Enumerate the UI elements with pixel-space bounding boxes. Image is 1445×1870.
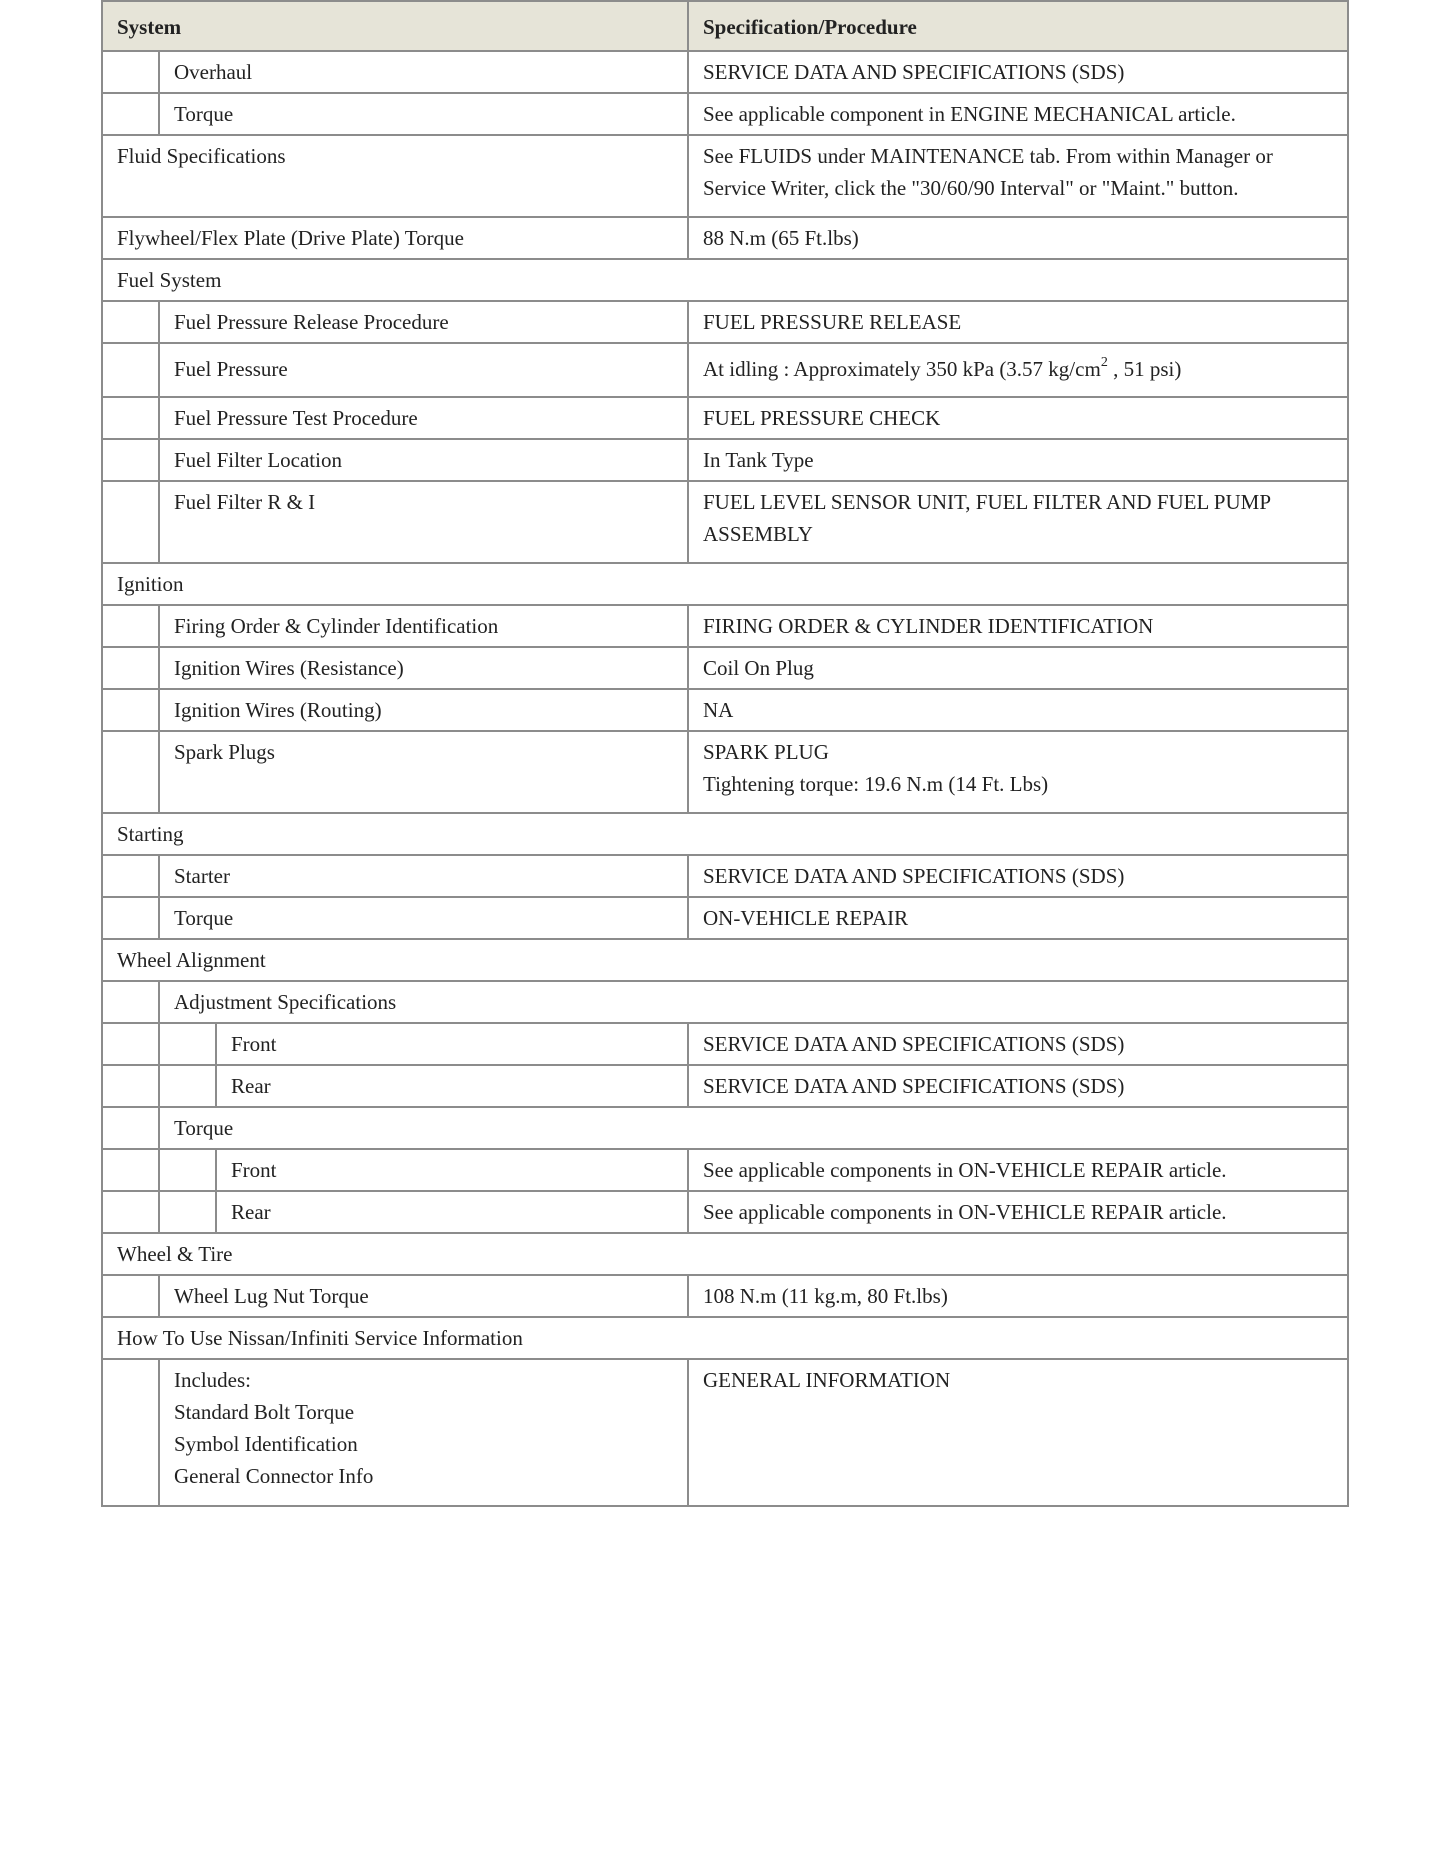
table-row	[102, 343, 1348, 397]
table-row	[102, 605, 1348, 647]
row-label: Fuel Pressure Release Procedure	[159, 301, 688, 343]
row-label: Overhaul	[159, 51, 688, 93]
section-title: Ignition	[102, 563, 1348, 605]
table-row	[102, 1191, 1348, 1233]
row-label: Fluid Specifications	[102, 135, 688, 217]
table-row	[102, 1275, 1348, 1317]
row-label: Rear	[216, 1065, 688, 1107]
value-text: , 51 psi)	[1107, 357, 1182, 381]
row-value: FUEL PRESSURE RELEASE	[688, 301, 1348, 343]
row-value: SERVICE DATA AND SPECIFICATIONS (SDS)	[688, 51, 1348, 93]
row-value: SERVICE DATA AND SPECIFICATIONS (SDS)	[688, 1065, 1348, 1107]
row-value: NA	[688, 689, 1348, 731]
row-label	[159, 1359, 688, 1506]
row-value: 108 N.m (11 kg.m, 80 Ft.lbs)	[688, 1275, 1348, 1317]
row-label: Front	[216, 1149, 688, 1191]
table-row	[102, 689, 1348, 731]
indent-cell	[102, 855, 159, 897]
table-row	[102, 481, 1348, 563]
section-row	[102, 259, 1348, 301]
row-value: FIRING ORDER & CYLINDER IDENTIFICATION	[688, 605, 1348, 647]
includes-line: Includes:	[174, 1368, 251, 1392]
row-value: See applicable components in ON-VEHICLE REPAIR article.	[688, 1149, 1348, 1191]
row-value: GENERAL INFORMATION	[688, 1359, 1348, 1506]
indent-cell	[102, 1023, 159, 1065]
indent-cell	[102, 343, 159, 397]
table-row	[102, 397, 1348, 439]
row-value	[688, 731, 1348, 813]
row-label: Starter	[159, 855, 688, 897]
row-label: Spark Plugs	[159, 731, 688, 813]
table-row	[102, 51, 1348, 93]
row-label: Fuel Filter R & I	[159, 481, 688, 563]
indent-cell	[102, 481, 159, 563]
subsection-row	[102, 1107, 1348, 1149]
row-label: Front	[216, 1023, 688, 1065]
row-value: SERVICE DATA AND SPECIFICATIONS (SDS)	[688, 1023, 1348, 1065]
section-row	[102, 563, 1348, 605]
row-label: Torque	[159, 897, 688, 939]
table-row	[102, 217, 1348, 259]
table-header-row	[102, 1, 1348, 51]
row-value: FUEL PRESSURE CHECK	[688, 397, 1348, 439]
table-row	[102, 1359, 1348, 1506]
section-row	[102, 1317, 1348, 1359]
row-label: Fuel Filter Location	[159, 439, 688, 481]
indent-cell	[102, 1191, 159, 1233]
row-label: Fuel Pressure Test Procedure	[159, 397, 688, 439]
indent-cell	[102, 51, 159, 93]
indent-cell	[102, 981, 159, 1023]
table-row	[102, 135, 1348, 217]
table-row	[102, 731, 1348, 813]
header-system: System	[102, 1, 688, 51]
row-label: Fuel Pressure	[159, 343, 688, 397]
indent-cell	[159, 1065, 216, 1107]
row-label: Wheel Lug Nut Torque	[159, 1275, 688, 1317]
row-value: ON-VEHICLE REPAIR	[688, 897, 1348, 939]
indent-cell	[102, 439, 159, 481]
indent-cell	[102, 93, 159, 135]
row-value: FUEL LEVEL SENSOR UNIT, FUEL FILTER AND FUEL PUMP ASSEMBLY	[688, 481, 1348, 563]
indent-cell	[102, 647, 159, 689]
section-title: How To Use Nissan/Infiniti Service Information	[102, 1317, 1348, 1359]
row-label: Ignition Wires (Resistance)	[159, 647, 688, 689]
indent-cell	[102, 301, 159, 343]
indent-cell	[159, 1191, 216, 1233]
section-title: Wheel & Tire	[102, 1233, 1348, 1275]
indent-cell	[102, 689, 159, 731]
table-row	[102, 301, 1348, 343]
table-row	[102, 1023, 1348, 1065]
indent-cell	[159, 1149, 216, 1191]
indent-cell	[102, 1359, 159, 1506]
row-value: Coil On Plug	[688, 647, 1348, 689]
table-row	[102, 647, 1348, 689]
subsection-title: Torque	[159, 1107, 1348, 1149]
section-row	[102, 1233, 1348, 1275]
value-line: SPARK PLUG	[703, 740, 829, 764]
row-value	[688, 343, 1348, 397]
value-text: At idling : Approximately 350 kPa (3.57 kg/cm	[703, 357, 1101, 381]
indent-cell	[159, 1023, 216, 1065]
indent-cell	[102, 897, 159, 939]
indent-cell	[102, 1149, 159, 1191]
row-label: Rear	[216, 1191, 688, 1233]
row-value: SERVICE DATA AND SPECIFICATIONS (SDS)	[688, 855, 1348, 897]
subsection-title: Adjustment Specifications	[159, 981, 1348, 1023]
row-value: See FLUIDS under MAINTENANCE tab. From within Manager or Service Writer, click the "30/60/90 Interval" or "Maint." button.	[688, 135, 1348, 217]
table-row	[102, 897, 1348, 939]
includes-line: Symbol Identification	[174, 1432, 358, 1456]
indent-cell	[102, 1275, 159, 1317]
indent-cell	[102, 397, 159, 439]
row-value: In Tank Type	[688, 439, 1348, 481]
row-label: Flywheel/Flex Plate (Drive Plate) Torque	[102, 217, 688, 259]
indent-cell	[102, 731, 159, 813]
section-title: Wheel Alignment	[102, 939, 1348, 981]
superscript: 2	[1100, 355, 1108, 370]
includes-line: General Connector Info	[174, 1464, 374, 1488]
header-specification: Specification/Procedure	[688, 1, 1348, 51]
includes-line: Standard Bolt Torque	[174, 1400, 355, 1424]
row-label: Ignition Wires (Routing)	[159, 689, 688, 731]
indent-cell	[102, 605, 159, 647]
row-label: Firing Order & Cylinder Identification	[159, 605, 688, 647]
section-row	[102, 813, 1348, 855]
section-row	[102, 939, 1348, 981]
section-title: Fuel System	[102, 259, 1348, 301]
row-value: See applicable component in ENGINE MECHANICAL article.	[688, 93, 1348, 135]
table-row	[102, 439, 1348, 481]
specification-table	[101, 0, 1349, 1507]
table-row	[102, 1065, 1348, 1107]
row-value: See applicable components in ON-VEHICLE REPAIR article.	[688, 1191, 1348, 1233]
section-title: Starting	[102, 813, 1348, 855]
subsection-row	[102, 981, 1348, 1023]
indent-cell	[102, 1065, 159, 1107]
table-row	[102, 1149, 1348, 1191]
table-row	[102, 93, 1348, 135]
row-label: Torque	[159, 93, 688, 135]
indent-cell	[102, 1107, 159, 1149]
table-row	[102, 855, 1348, 897]
value-line: Tightening torque: 19.6 N.m (14 Ft. Lbs)	[703, 772, 1049, 796]
row-value: 88 N.m (65 Ft.lbs)	[688, 217, 1348, 259]
